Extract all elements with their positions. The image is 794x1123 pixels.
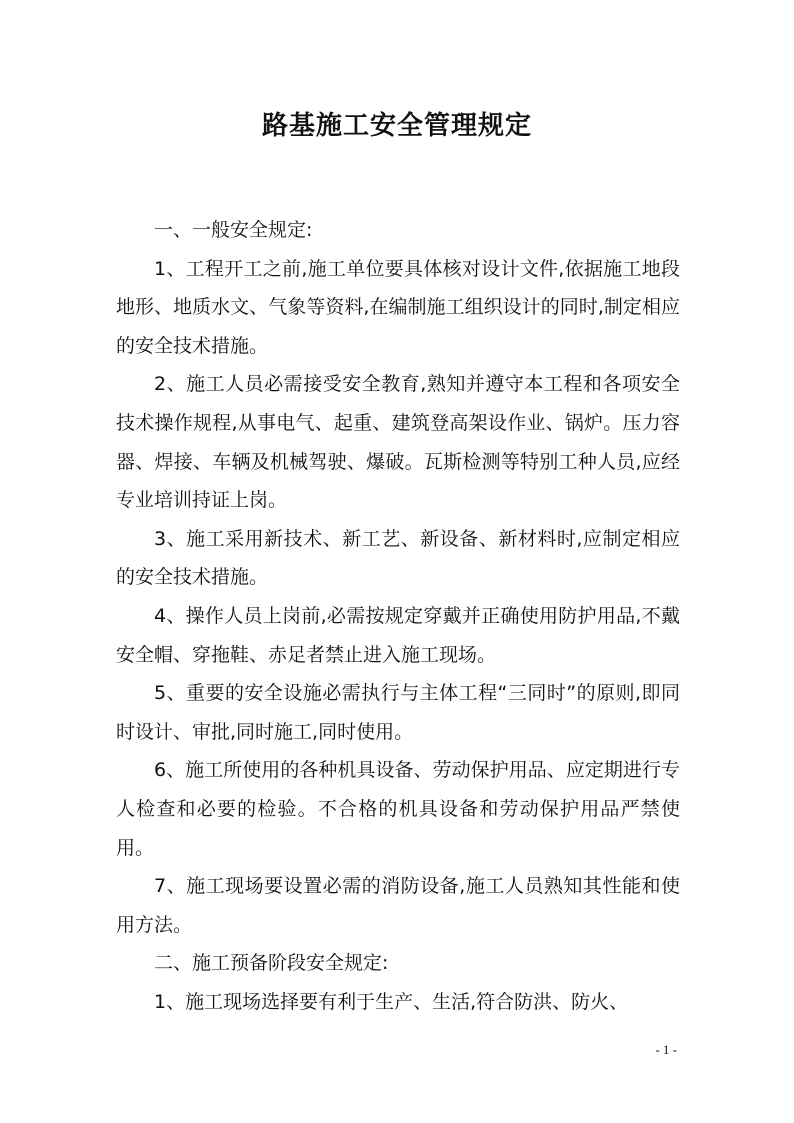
section-heading: 一、一般安全规定: <box>154 219 313 241</box>
paragraph: 2、施工人员必需接受安全教育,熟知并遵守本工程和各项安全技术操作规程,从事电气、起重、建筑登高架设作业、锅炉。压力容器、焊接、车辆及机械驾驶、爆破。瓦斯检测等特别工种人员,应经专业培训持证上岗。 <box>116 373 680 512</box>
paragraph: 5、重要的安全设施必需执行与主体工程“三同时”的原则,即同时设计、审批,同时施工,同时使用。 <box>116 682 680 743</box>
document-body <box>116 211 680 1021</box>
page-title: 路基施工安全管理规定 <box>261 111 532 141</box>
paragraph: 7、施工现场要设置必需的消防设备,施工人员熟知其性能和使用方法。 <box>116 875 680 936</box>
paragraph: 1、施工现场选择要有利于生产、生活,符合防洪、防火、 <box>154 990 629 1013</box>
section-heading: 二、施工预备阶段安全规定: <box>154 952 389 975</box>
page-number: - 1 - <box>655 1042 677 1057</box>
paragraph: 3、施工采用新技术、新工艺、新设备、新材料时,应制定相应的安全技术措施。 <box>116 527 680 589</box>
paragraph: 4、操作人员上岗前,必需按规定穿戴并正确使用防护用品,不戴安全帽、穿拖鞋、赤足者禁止进入施工现场。 <box>116 604 680 666</box>
paragraph: 1、工程开工之前,施工单位要具体核对设计文件,依据施工地段地形、地质水文、气象等资料,在编制施工组织设计的同时,制定相应的安全技术措施。 <box>116 257 680 357</box>
paragraph: 6、施工所使用的各种机具设备、劳动保护用品、应定期进行专人检查和必要的检验。不合格的机具设备和劳动保护用品严禁使用。 <box>116 759 680 859</box>
